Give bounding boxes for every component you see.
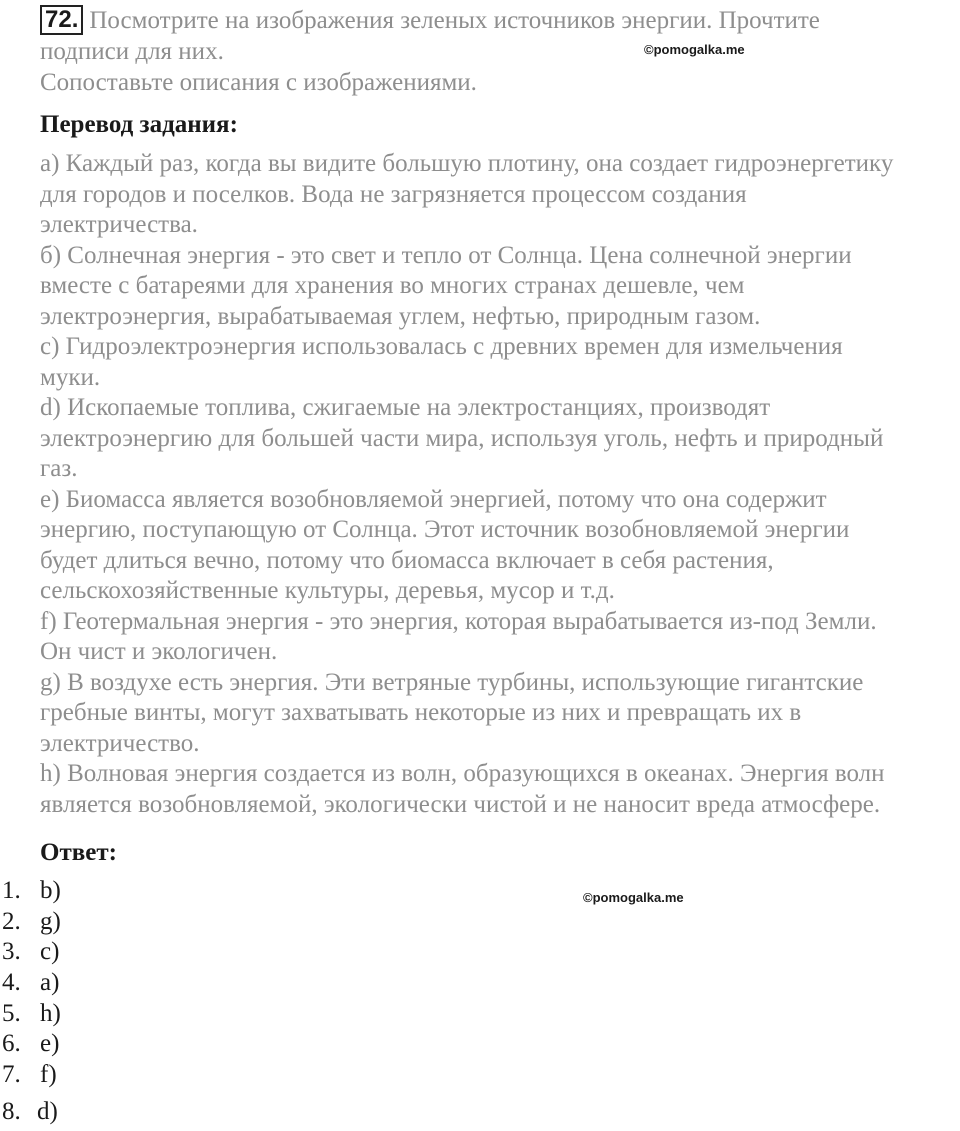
answer-value: g) [40,907,61,935]
translation-line: вместе с батареями для хранения во многих странах дешевле, чем [40,272,745,299]
translation-heading: Перевод задания: [40,111,238,138]
translation-line: газ. [40,455,78,482]
translation-line: энергию, поступающую от Солнца. Этот источник возобновляемой энергии [40,516,850,543]
answer-item [0,968,300,999]
translation-line: для городов и поселков. Вода не загрязняется процессом создания [40,180,747,208]
answer-item [0,1097,300,1128]
translation-line: f) Геотермальная энергия - это энергия, которая вырабатывается из-под Земли. [40,607,877,635]
watermark-bottom: ©pomogalka.me [583,890,684,905]
watermark-top: ©pomogalka.me [644,42,745,57]
answer-value: e) [40,1030,60,1058]
translation-line: Он чист и экологичен. [40,638,278,665]
answer-value: h) [40,999,61,1027]
task-number-badge: 72. [40,5,83,35]
task-line: Сопоставьте описания с изображениями. [40,69,477,96]
answer-item [0,999,300,1030]
answer-value: a) [40,969,60,997]
translation-line: h) Волновая энергия создается из волн, образующихся в океанах. Энергия волн [40,760,885,787]
answer-number: 8. [2,1097,21,1125]
translation-line: электричество. [40,729,200,757]
answer-item [0,876,300,907]
answer-number: 7. [2,1061,21,1089]
task-statement [40,5,940,98]
answer-item [0,1060,300,1091]
translation-body [40,149,955,820]
answer-number: 1. [2,877,21,904]
answer-number: 3. [2,938,21,966]
translation-line: будет длиться вечно, потому что биомасса включает в себя растения, [40,546,774,574]
translation-line: d) Ископаемые топлива, сжигаемые на электростанциях, производят [40,394,771,421]
answer-number: 5. [2,999,21,1027]
translation-line: б) Солнечная энергия - это свет и тепло от Солнца. Цена солнечной энергии [40,241,852,269]
task-line: подписи для них. [40,38,224,65]
translation-line: муки. [40,363,101,391]
translation-line: сельскохозяйственные культуры, деревья, мусор и т.д. [40,577,615,604]
answer-number: 6. [2,1030,21,1058]
answer-value: d) [37,1097,58,1125]
answer-value: b) [40,877,61,904]
answer-heading: Ответ: [40,839,117,866]
answer-item [0,907,300,938]
translation-line: g) В воздухе есть энергия. Эти ветряные турбины, использующие гигантские [40,668,864,696]
task-text: Посмотрите на изображения зеленых источников энергии. Прочтите [89,7,820,34]
translation-line: e) Биомасса является возобновляемой энергией, потому что она содержит [40,485,827,513]
answer-item [0,1029,300,1060]
translation-line: электричества. [40,211,198,238]
translation-line: гребные винты, могут захватывать некоторые из них и превращать их в [40,699,802,726]
answer-number: 4. [2,969,21,997]
translation-line: a) Каждый раз, когда вы видите большую плотину, она создает гидроэнергетику [40,150,894,177]
translation-line: электроэнергия, вырабатываемая углем, нефтью, природным газом. [40,302,761,330]
translation-line: c) Гидроэлектроэнергия использовалась с древних времен для измельчения [40,333,843,360]
answer-value: f) [40,1061,57,1089]
translation-line: электроэнергию для большей части мира, используя уголь, нефть и природный [40,424,884,452]
translation-line: является возобновляемой, экологически чистой и не наносит вреда атмосфере. [40,790,881,818]
answer-list [0,876,300,1128]
answer-item [0,937,300,968]
task-line [40,5,940,36]
answer-value: c) [40,938,60,966]
answer-number: 2. [2,907,21,935]
